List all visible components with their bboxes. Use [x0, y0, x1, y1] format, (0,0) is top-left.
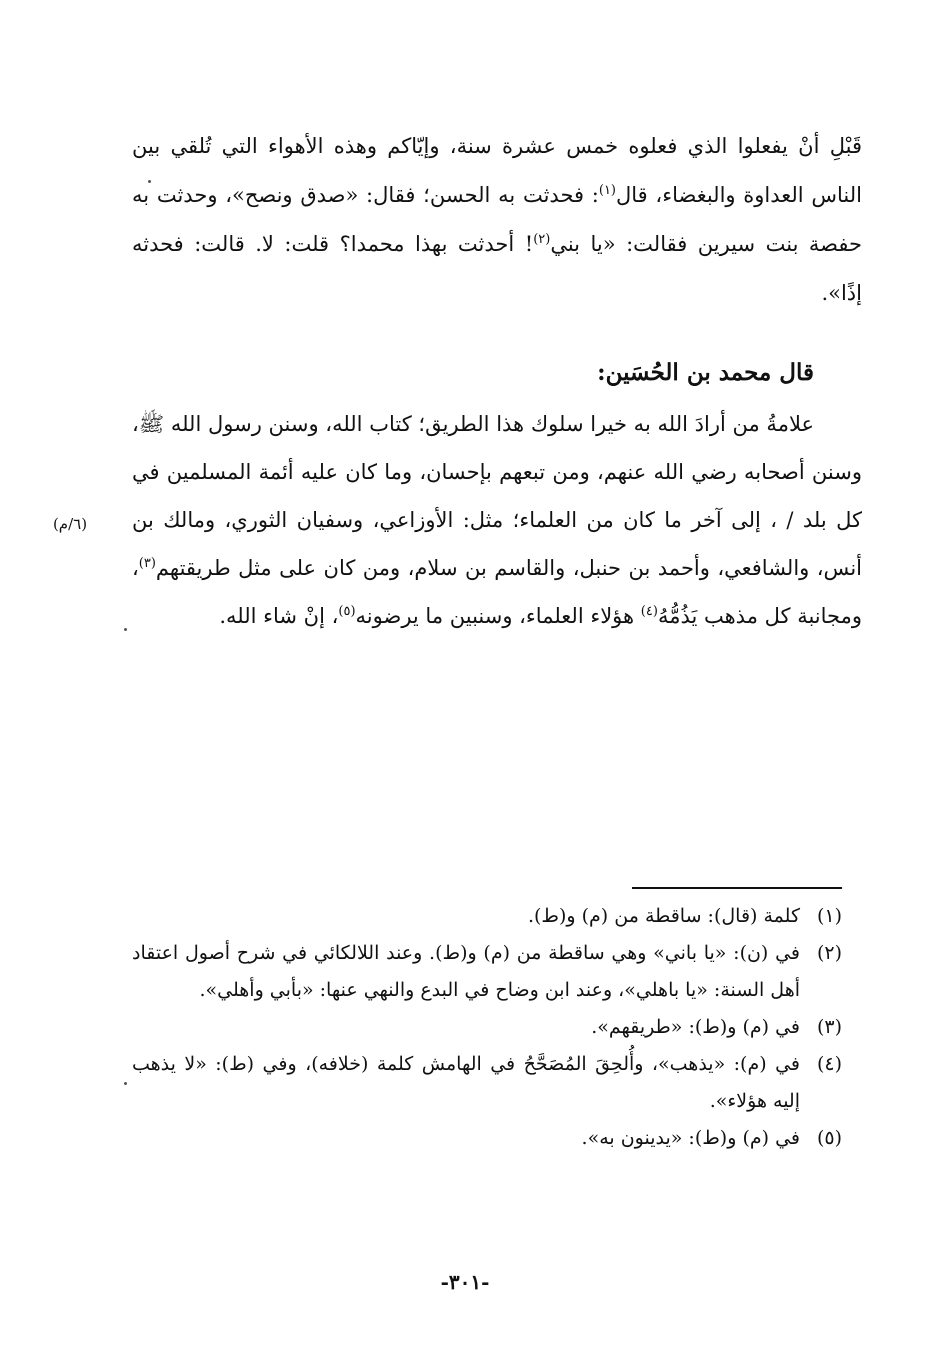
footnote-4 — [132, 1046, 842, 1120]
footnote-number: (١) — [816, 905, 842, 927]
footnote-ref-2[interactable]: (٢) — [533, 232, 551, 247]
footnote-text: في (م) و(ط): «يدينون به». — [581, 1127, 800, 1149]
footnote-number: (٣) — [816, 1016, 842, 1038]
scan-speck — [148, 180, 151, 183]
footnote-text: في (م): «يذهب»، وأُلحِقَ المُصَحَّحُ في الهامش كلمة (خلافه)، وفي (ط): «لا يذهب إليه هؤلاء». — [132, 1053, 800, 1112]
scan-speck — [124, 1082, 127, 1085]
footnote-number: (٥) — [816, 1127, 842, 1149]
paragraph-2-text-a: علامةُ من أرادَ الله به خيرا سلوك هذا الطريق؛ كتاب الله، وسنن رسول الله ﷺ، وسنن أصحابه رضي الله عنهم، ومن تبعهم بإحسان، وما كان عليه أئمة المسلمين في كل بلد / ، إلى آخر ما كان من العلماء؛ مثل: الأوزاعي، وسفيان الثوري، ومالك بن أنس، والشافعي، وأحمد بن حنبل، والقاسم بن سلام، ومن كان على مثل طريقتهم — [132, 412, 862, 580]
paragraph-1-text-c: ! أحدثت بهذا محمدا؟ قلت: لا. قالت: فحدثه إذًا». — [132, 232, 862, 305]
footnote-number: (٤) — [816, 1053, 842, 1075]
paragraph-2-text-c: هؤلاء العلماء، وسنبين ما يرضونه — [355, 604, 641, 628]
footnote-ref-4[interactable]: (٤) — [640, 604, 658, 619]
footnote-5 — [132, 1120, 842, 1157]
footnote-ref-5[interactable]: (٥) — [338, 604, 356, 619]
footnote-1 — [132, 898, 842, 935]
section-heading: قال محمد بن الحُسَين: — [597, 359, 814, 387]
paragraph-1-text-b: : فحدثت به الحسن؛ فقال: «صدق ونصح»، وحدثت به حفصة بنت سيرين فقالت: «يا بني — [132, 183, 862, 256]
footnote-2 — [132, 935, 842, 1009]
manuscript-margin-note: (٦/م) — [52, 515, 88, 533]
footnote-text: في (ن): «يا باني» وهي ساقطة من (م) و(ط). وعند اللالكائي في شرح أصول اعتقاد أهل السنة: «يا باهلي»، وعند ابن وضاح في البدع والنهي عنها: «بأبي وأهلي». — [132, 942, 800, 1001]
footnote-3 — [132, 1009, 842, 1046]
paragraph-1 — [132, 122, 862, 318]
page-number: -٣٠١- — [440, 1270, 490, 1294]
footnote-ref-1[interactable]: (١) — [598, 183, 616, 198]
footnotes-list — [132, 898, 842, 1157]
footnote-number: (٢) — [816, 942, 842, 964]
scan-speck — [124, 628, 127, 631]
paragraph-1-text-a: قَبْلِ أنْ يفعلوا الذي فعلوه خمس عشرة سنة، وإيّاكم وهذه الأهواء التي تُلقي بين الناس العداوة والبغضاء، قال — [132, 134, 862, 207]
paragraph-2-text-d: ، إنْ شاء الله. — [219, 604, 339, 628]
paragraph-2 — [132, 400, 862, 640]
footnote-ref-3[interactable]: (٣) — [138, 556, 156, 571]
footnote-divider — [632, 887, 842, 889]
footnote-text: كلمة (قال): ساقطة من (م) و(ط). — [527, 905, 800, 927]
footnote-text: في (م) و(ط): «طريقهم». — [591, 1016, 800, 1038]
paragraph-2-text-b: ، ومجانبة كل مذهب يَذُمُّهُ — [132, 556, 862, 628]
